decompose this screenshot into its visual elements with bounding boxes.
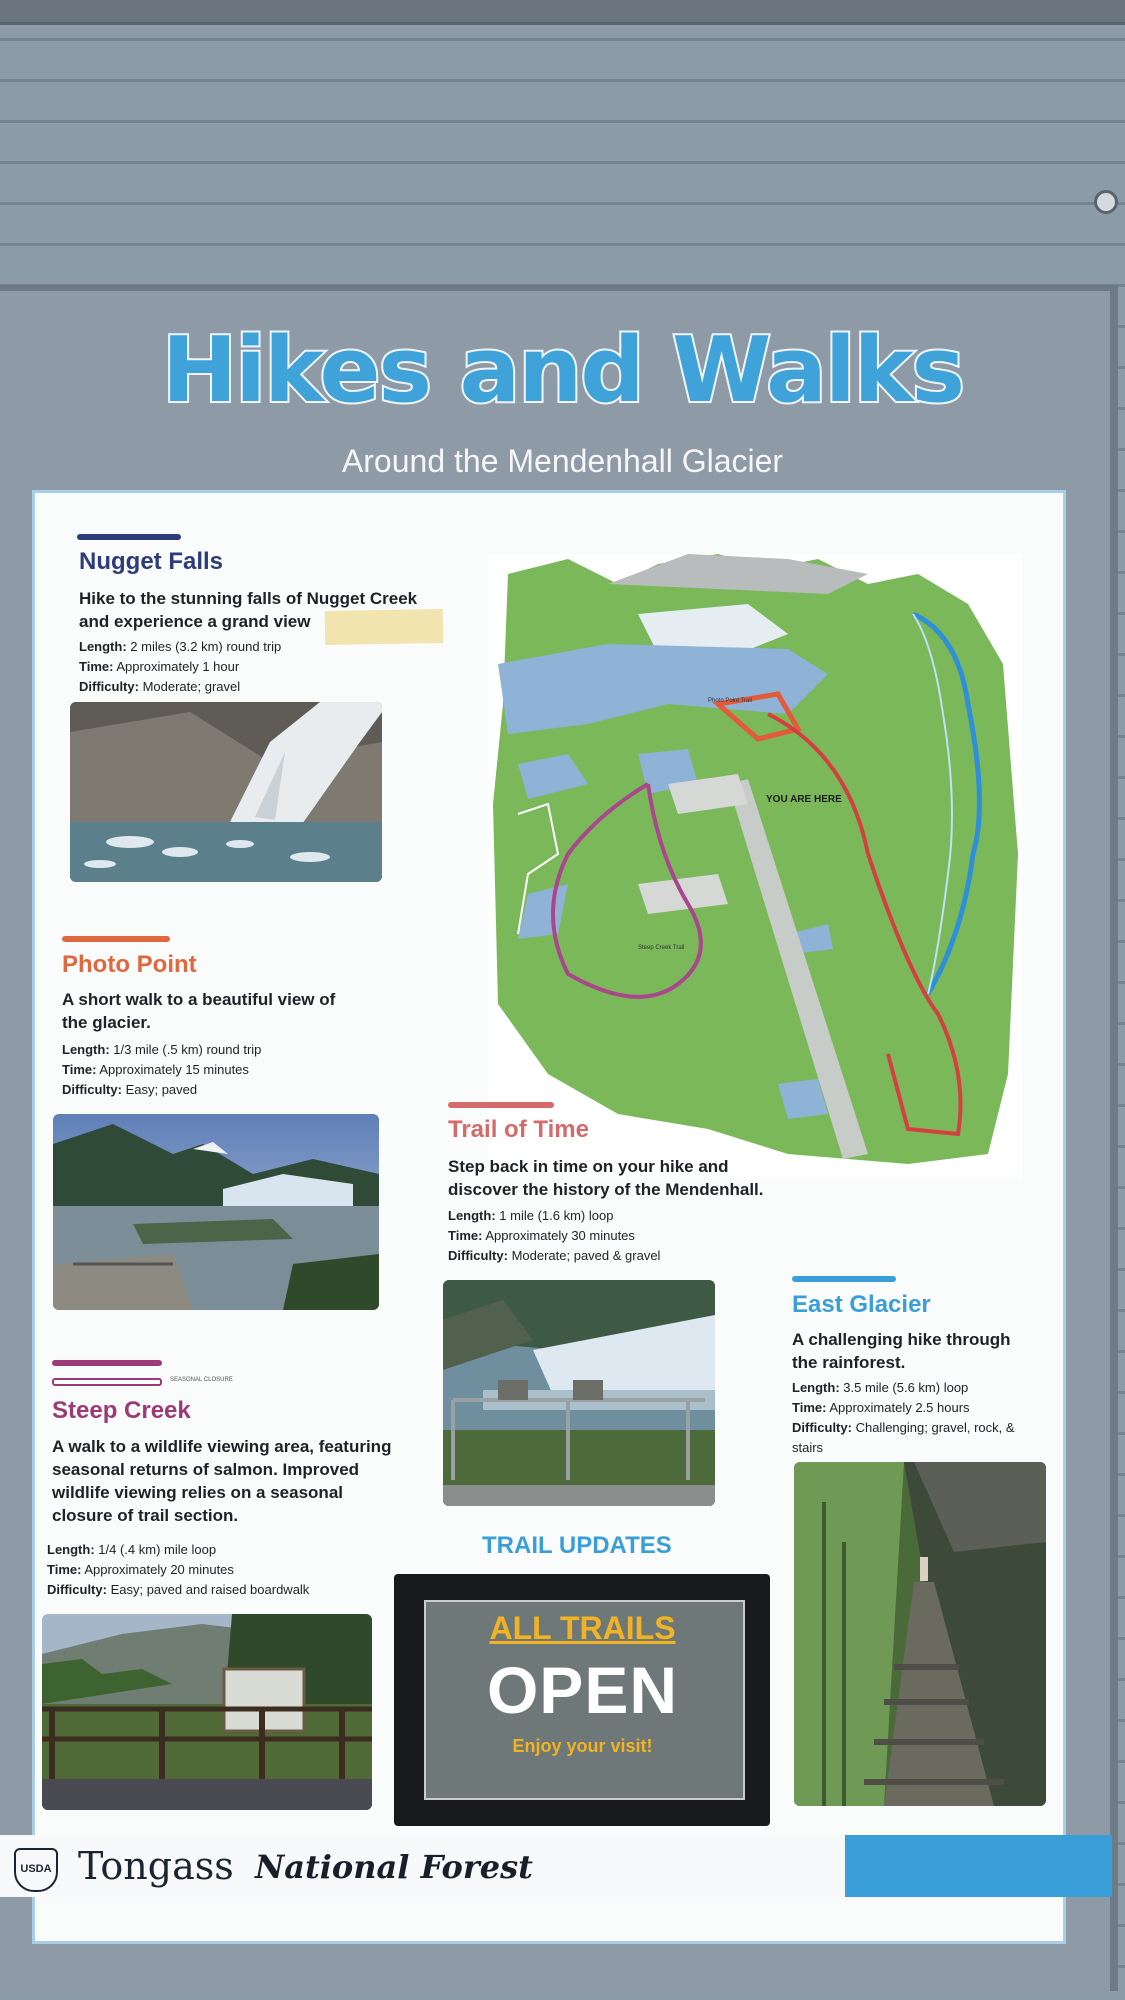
length-label: Length: (79, 639, 127, 654)
length-label: Length: (448, 1208, 496, 1223)
steep-creek-seasonal-bar (52, 1378, 162, 1386)
forest-name: Tongass (78, 1844, 234, 1888)
photo-point-photo (53, 1114, 379, 1310)
trail-of-time-title: Trail of Time (448, 1116, 589, 1143)
masking-tape (325, 609, 444, 645)
wall-bolt (1094, 190, 1118, 214)
steep-creek-facts (47, 1540, 392, 1600)
east-glacier-title: East Glacier (792, 1291, 931, 1318)
difficulty-label: Difficulty: (448, 1248, 508, 1263)
nugget-falls-length: 2 miles (3.2 km) round trip (130, 639, 282, 654)
trail-map (488, 554, 1022, 1179)
trail-of-time-time: Approximately 30 minutes (485, 1228, 635, 1243)
trail-of-time-length: 1 mile (1.6 km) loop (499, 1208, 614, 1223)
steep-creek-title: Steep Creek (52, 1397, 191, 1424)
overhead-pipe (0, 0, 1125, 25)
national-forest-text: National Forest (255, 1848, 533, 1886)
all-trails-text: ALL TRAILS (489, 1610, 676, 1646)
photo-point-description: A short walk to a beautiful view of the glacier. (62, 990, 336, 1032)
time-label: Time: (792, 1400, 827, 1415)
time-label: Time: (47, 1562, 82, 1577)
sign-title: Hikes and Walks (161, 318, 964, 423)
nugget-falls-difficulty: Moderate; gravel (142, 679, 241, 694)
east-glacier-description: A challenging hike through the rainforest. (792, 1330, 1011, 1372)
east-glacier-photo (794, 1462, 1046, 1806)
east-glacier-facts (792, 1378, 1037, 1458)
photo-point-color-bar (62, 936, 170, 942)
enjoy-visit-text: Enjoy your visit! (512, 1736, 653, 1756)
trail-of-time-difficulty: Moderate; paved & gravel (511, 1248, 661, 1263)
photo-point-time: Approximately 15 minutes (99, 1062, 249, 1077)
nugget-falls-title: Nugget Falls (79, 548, 224, 575)
nugget-falls-description: Hike to the stunning falls of Nugget Creek and experience a grand view (79, 589, 418, 631)
usda-forest-service-shield-icon: USDA (14, 1848, 58, 1892)
nugget-falls-time: Approximately 1 hour (116, 659, 240, 674)
steep-creek-color-bar (52, 1360, 162, 1366)
map-label-steep-creek: Steep Creek Trail (638, 945, 685, 951)
steep-creek-photo (42, 1614, 372, 1810)
time-label: Time: (79, 659, 114, 674)
trail-of-time-color-bar (448, 1102, 554, 1108)
photo-point-facts (62, 1040, 382, 1100)
time-label: Time: (448, 1228, 483, 1243)
nugget-falls-color-bar (77, 534, 181, 540)
difficulty-label: Difficulty: (79, 679, 139, 694)
photo-point-difficulty: Easy; paved (125, 1082, 198, 1097)
photo-point-title: Photo Point (62, 951, 197, 978)
seasonal-closure-label: SEASONAL CLOSURE (170, 1377, 233, 1383)
photo-point-length: 1/3 mile (.5 km) round trip (113, 1042, 262, 1057)
difficulty-label: Difficulty: (62, 1082, 122, 1097)
you-are-here-label: YOU ARE HERE (766, 794, 842, 805)
nugget-falls-facts (79, 637, 409, 697)
east-glacier-difficulty: Challenging; gravel, rock, & stairs (792, 1420, 1015, 1455)
steep-creek-difficulty: Easy; paved and raised boardwalk (110, 1582, 310, 1597)
open-text: OPEN (486, 1653, 679, 1727)
nugget-falls-photo (70, 702, 382, 882)
east-glacier-length: 3.5 mile (5.6 km) loop (843, 1380, 969, 1395)
steep-creek-length: 1/4 (.4 km) mile loop (98, 1542, 217, 1557)
steep-creek-time: Approximately 20 minutes (84, 1562, 234, 1577)
length-label: Length: (47, 1542, 95, 1557)
east-glacier-time: Approximately 2.5 hours (829, 1400, 970, 1415)
sign-subtitle: Around the Mendenhall Glacier (341, 443, 784, 479)
steep-creek-description: A walk to a wildlife viewing area, featuring seasonal returns of salmon. Improved wildlife viewing relies on a seasonal closure of trail section. (52, 1437, 392, 1525)
trail-of-time-description: Step back in time on your hike and discover the history of the Mendenhall. (448, 1157, 764, 1199)
map-label-photo-point: Photo Point Trail (708, 698, 753, 704)
trail-updates-label: TRAIL UPDATES (482, 1532, 672, 1559)
trail-of-time-facts (448, 1206, 788, 1266)
trail-of-time-photo (443, 1280, 715, 1506)
east-glacier-color-bar (792, 1276, 896, 1282)
length-label: Length: (62, 1042, 110, 1057)
difficulty-label: Difficulty: (792, 1420, 852, 1435)
time-label: Time: (62, 1062, 97, 1077)
length-label: Length: (792, 1380, 840, 1395)
difficulty-label: Difficulty: (47, 1582, 107, 1597)
